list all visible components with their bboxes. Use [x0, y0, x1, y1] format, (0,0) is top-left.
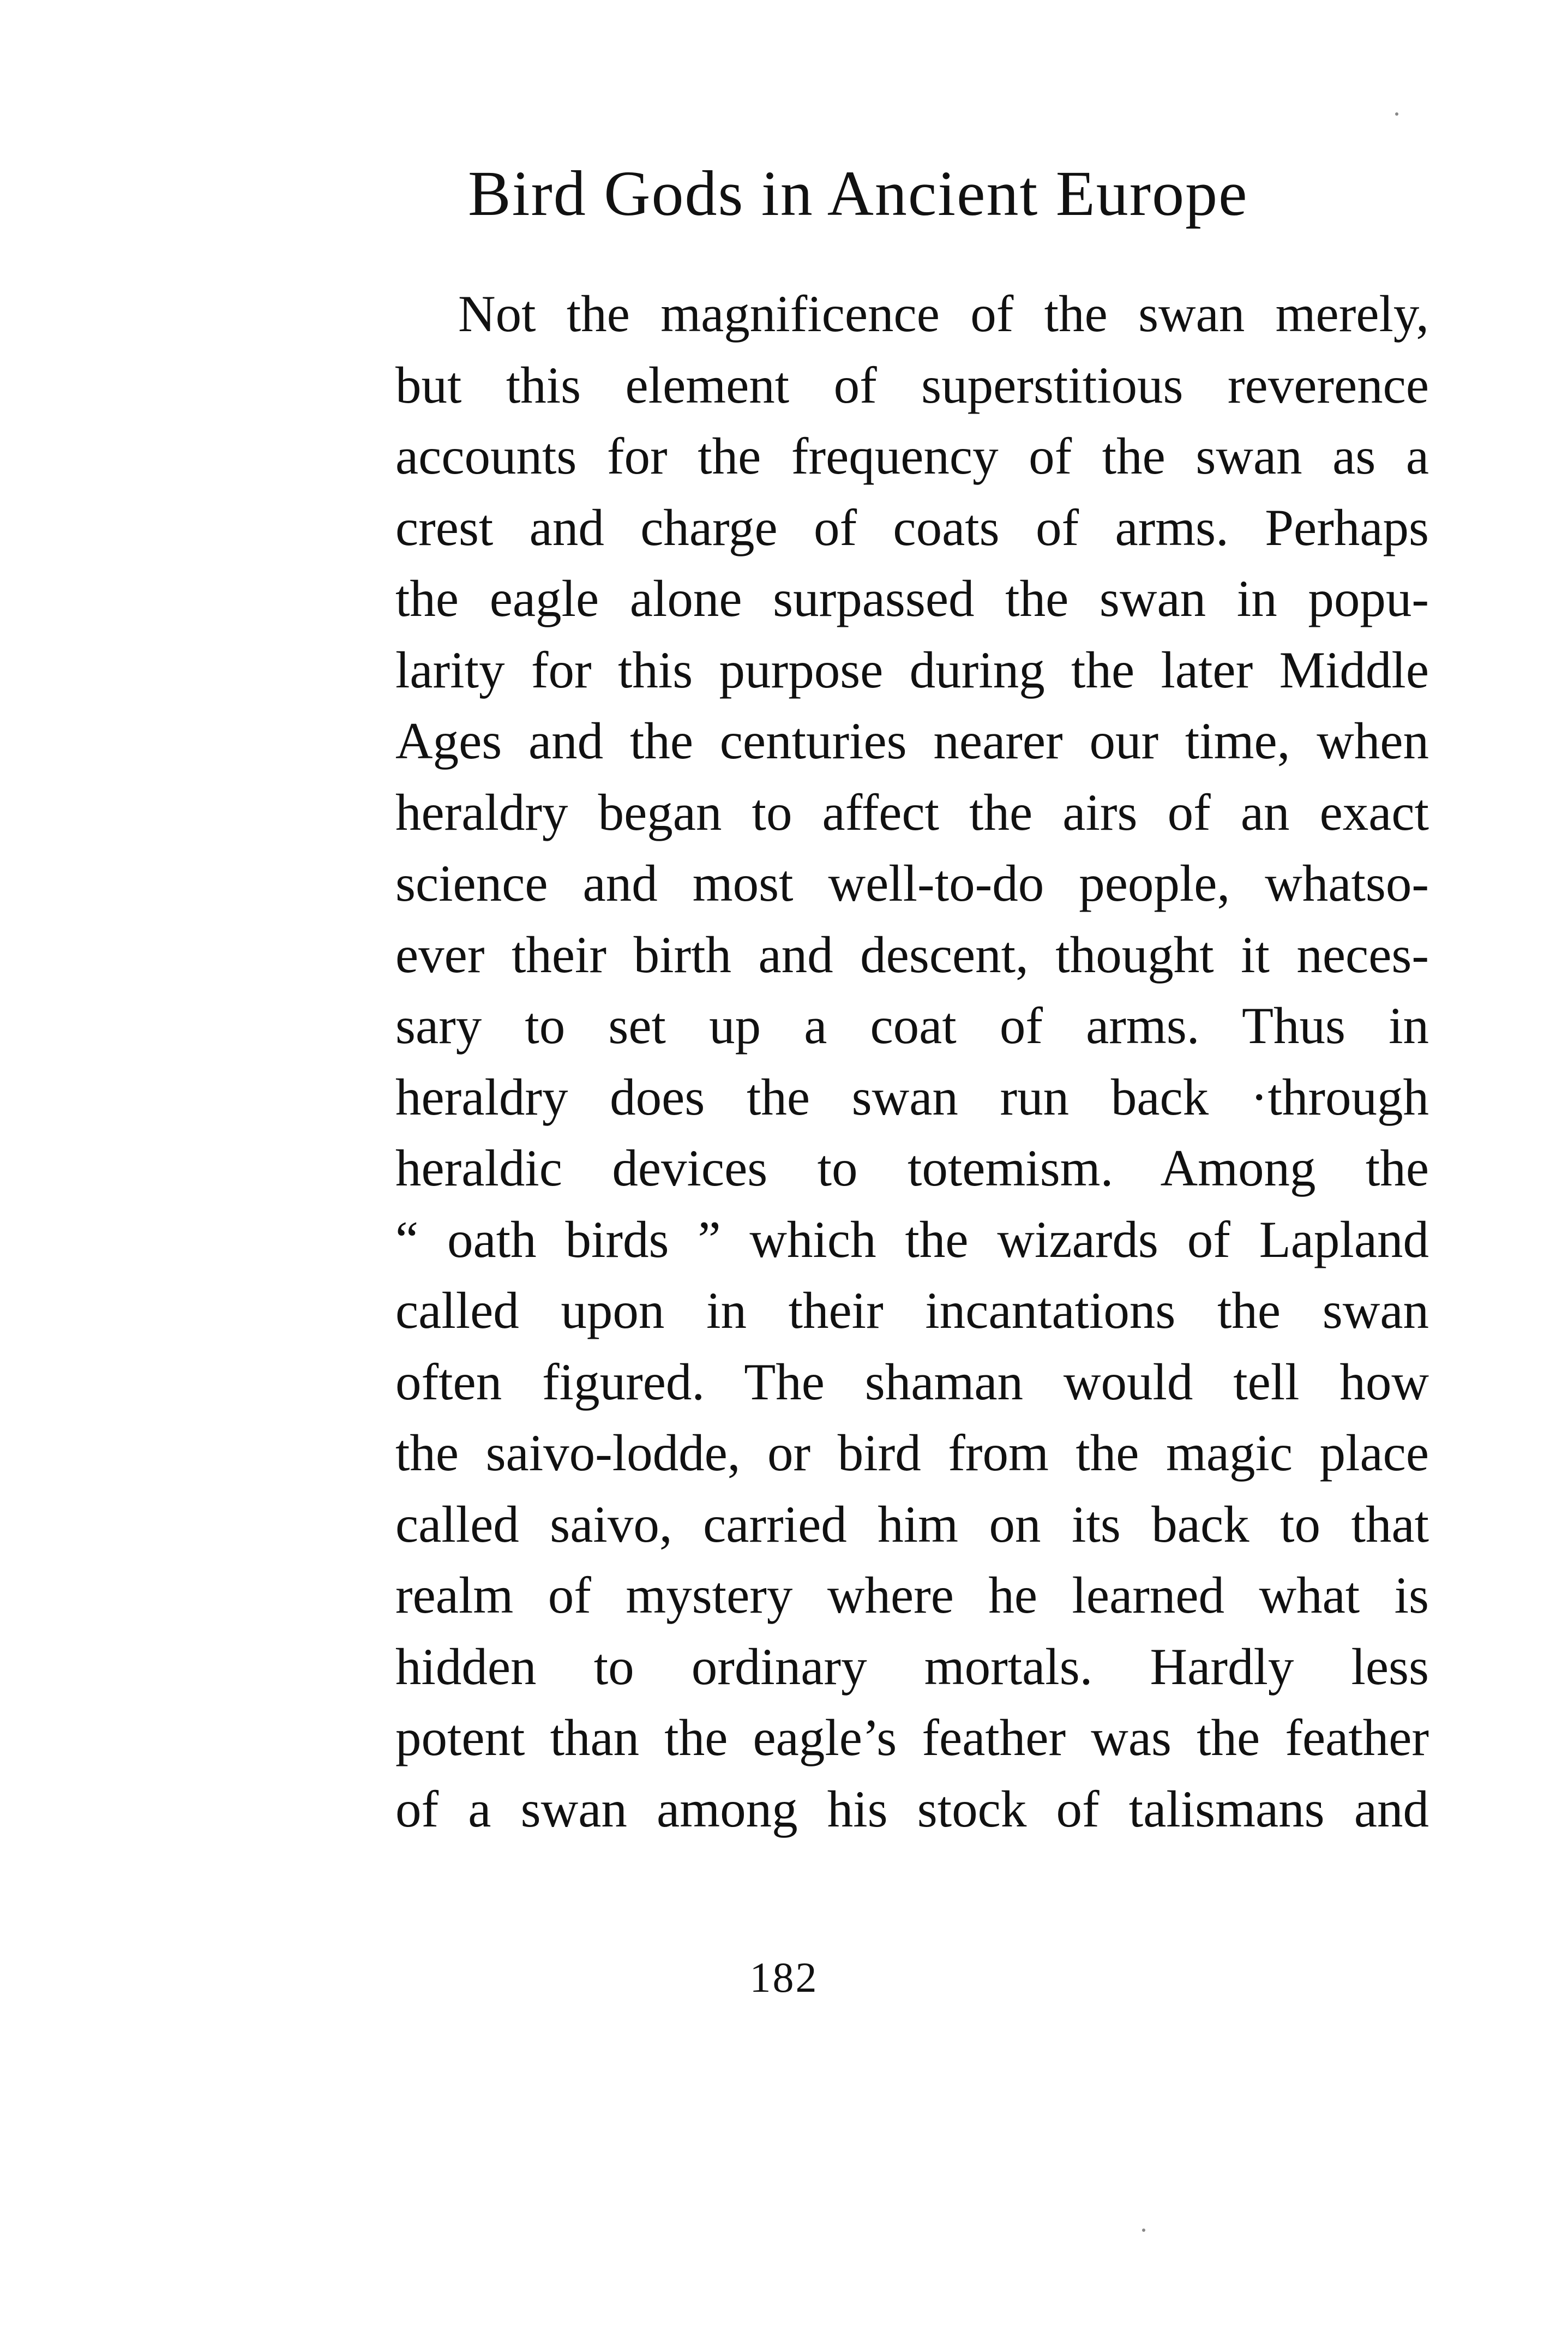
scan-speck	[1395, 112, 1398, 116]
text-line: the eagle alone surpassed the swan in popu-	[395, 570, 1429, 627]
text-line: heraldry does the swan run back ·through	[395, 1068, 1429, 1126]
text-line: ever their birth and descent, thought it neces-	[395, 925, 1429, 984]
text-line: crest and charge of coats of arms. Perhaps	[395, 498, 1429, 556]
body-paragraph	[395, 278, 1429, 1844]
text-line: heraldic devices to totemism. Among the	[395, 1139, 1429, 1197]
text-line: “ oath birds ” which the wizards of Lapland	[395, 1210, 1429, 1268]
text-line: realm of mystery where he learned what is	[395, 1566, 1429, 1624]
text-line: called saivo, carried him on its back to that	[395, 1495, 1429, 1553]
text-line: science and most well-to-do people, whatso-	[395, 854, 1429, 912]
text-line: heraldry began to affect the airs of an exact	[395, 783, 1429, 841]
text-line: Not the magnificence of the swan merely,	[458, 285, 1429, 343]
text-line: called upon in their incantations the swan	[395, 1281, 1429, 1339]
running-head: Bird Gods in Ancient Europe	[468, 158, 1248, 229]
text-line: the saivo-lodde, or bird from the magic place	[395, 1424, 1429, 1482]
text-line: sary to set up a coat of arms. Thus in	[395, 997, 1429, 1055]
page-number: 182	[749, 1954, 819, 2001]
text-line: potent than the eagle’s feather was the feather	[395, 1709, 1429, 1766]
text-line: but this element of superstitious reverence	[395, 356, 1429, 414]
text-line: larity for this purpose during the later Middle	[395, 640, 1429, 699]
text-line: hidden to ordinary mortals. Hardly less	[395, 1637, 1429, 1696]
text-line: of a swan among his stock of talismans and	[395, 1780, 1429, 1838]
text-line: Ages and the centuries nearer our time, when	[395, 712, 1429, 770]
text-line: accounts for the frequency of the swan as a	[395, 427, 1429, 485]
scan-speck	[1142, 2229, 1145, 2232]
text-line: often figured. The shaman would tell how	[395, 1352, 1429, 1411]
